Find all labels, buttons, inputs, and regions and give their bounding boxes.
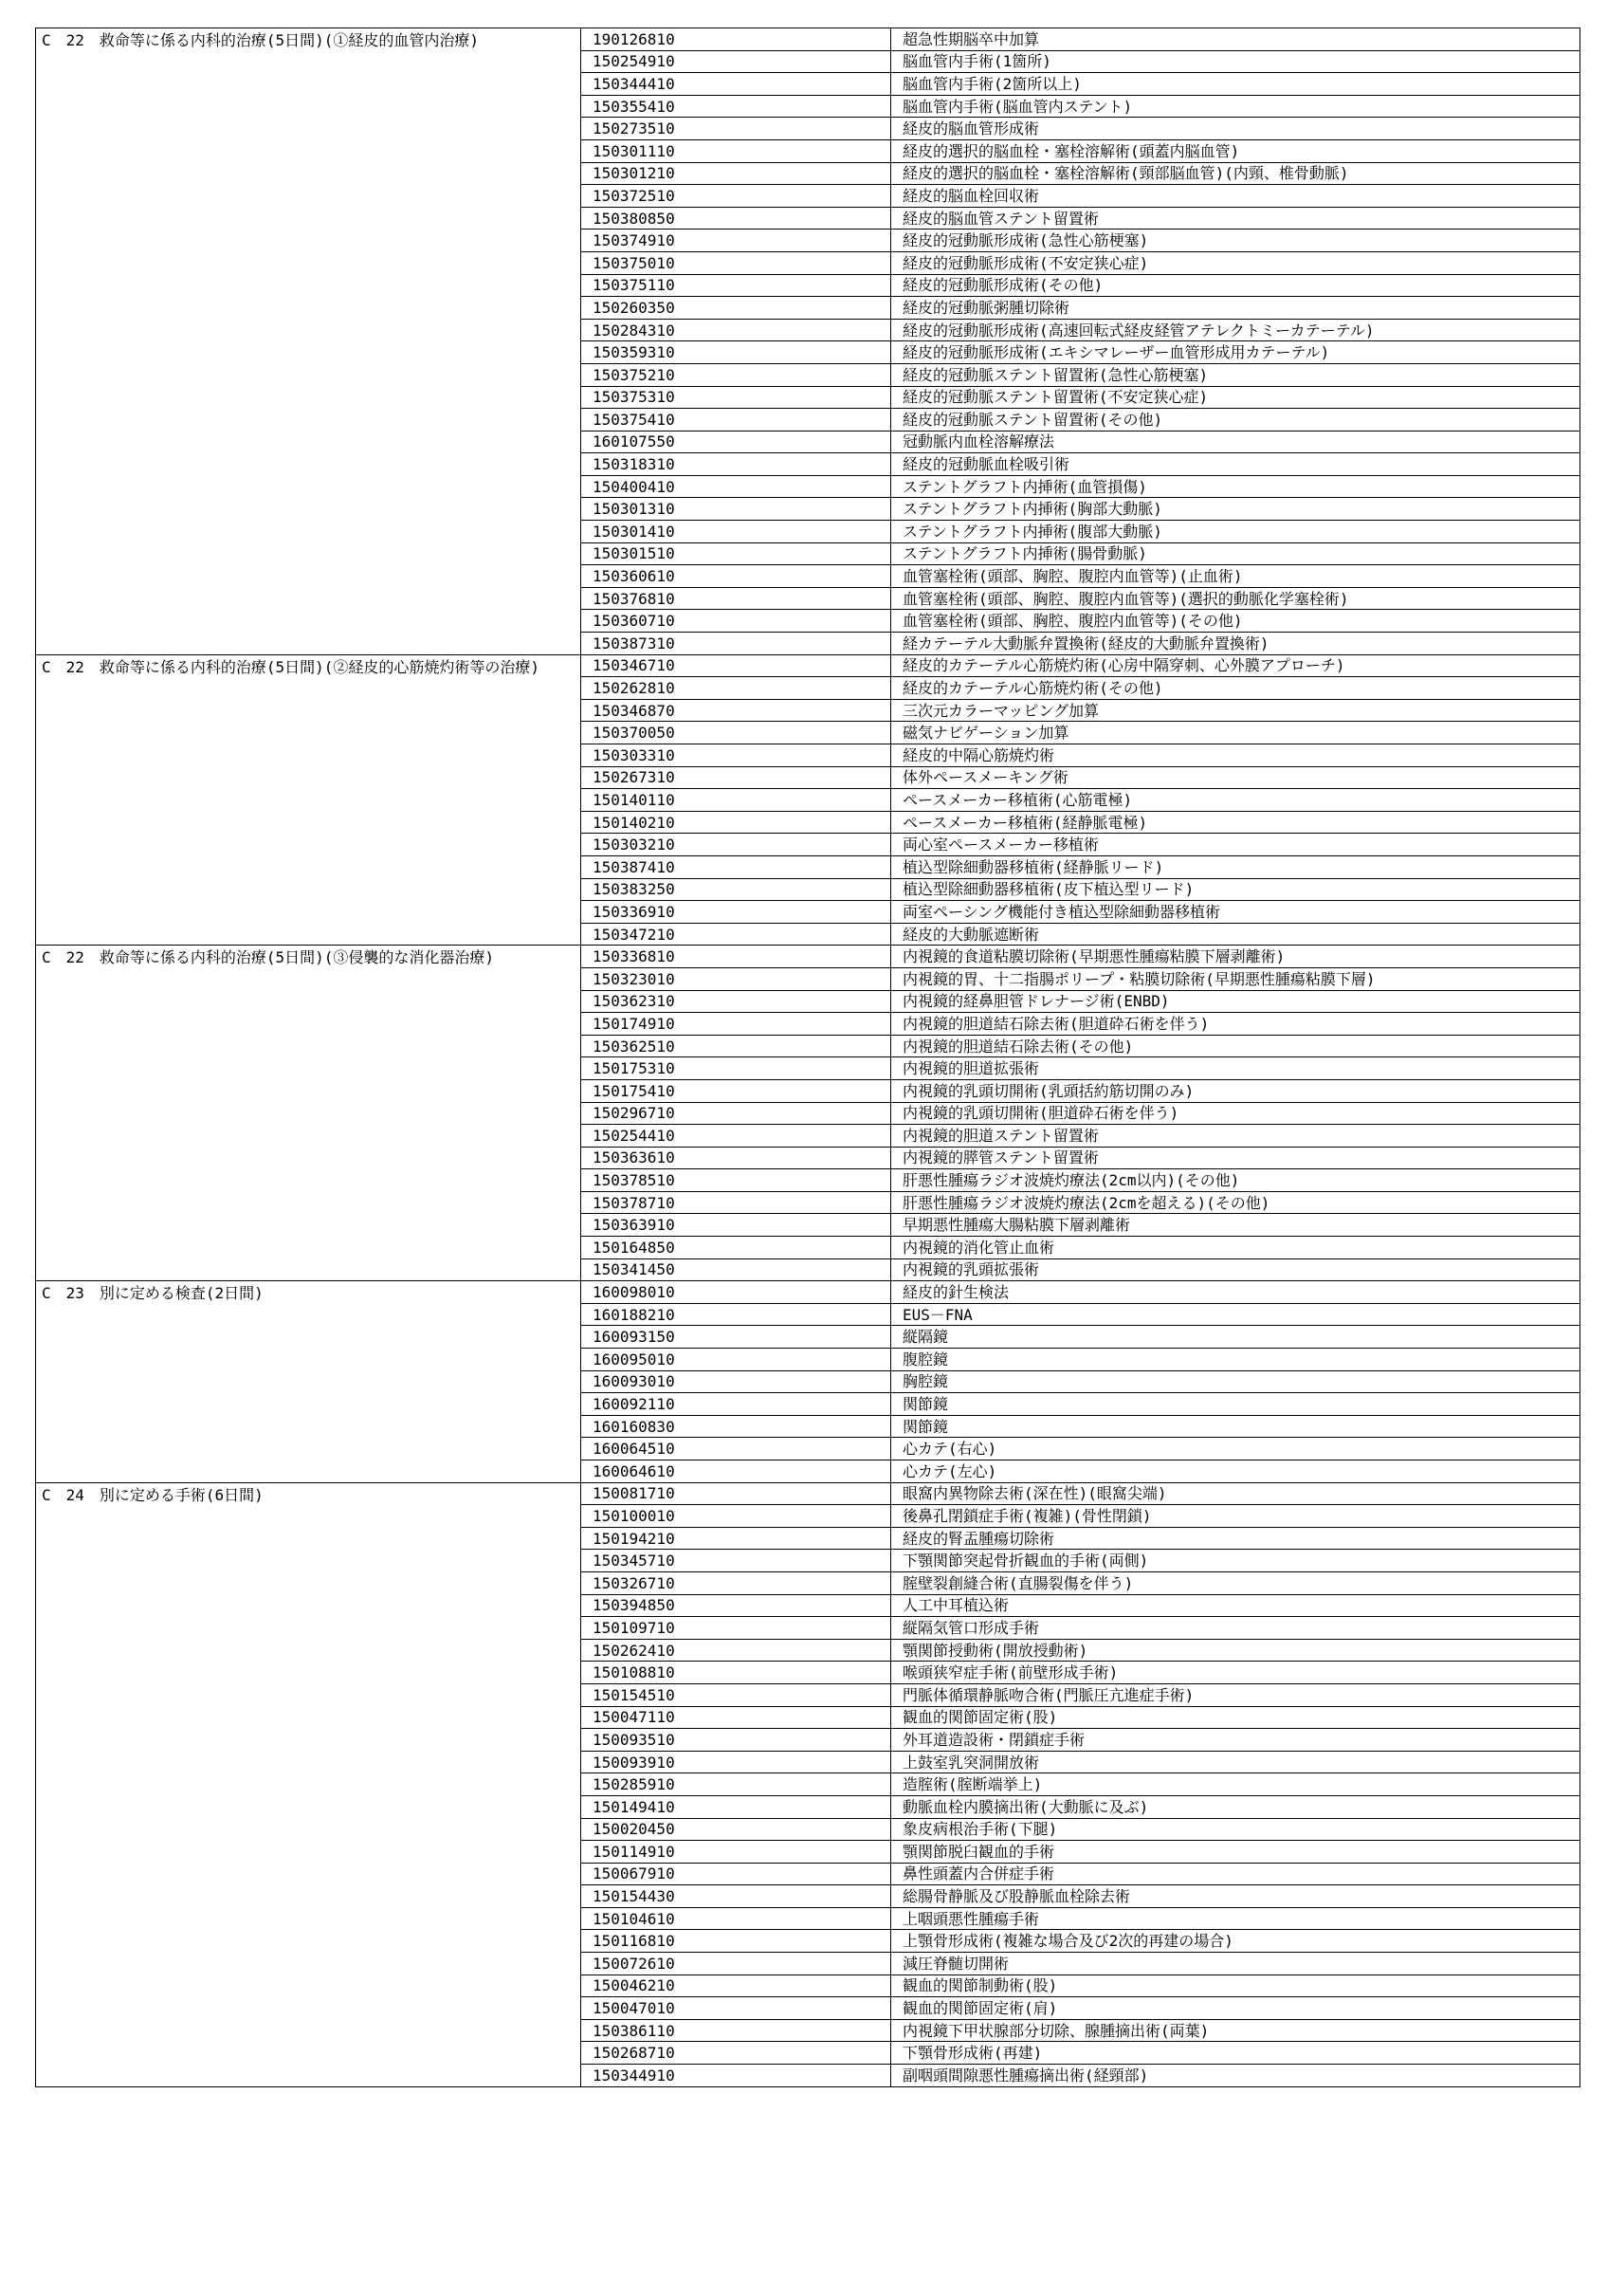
procedure-code-cell: 150104610 (581, 1907, 891, 1930)
procedure-name-cell: ペースメーカー移植術(経静脈電極) (891, 811, 1580, 834)
procedure-name-cell: 内視鏡的乳頭切開術(胆道砕石術を伴う) (891, 1102, 1580, 1125)
procedure-name-cell: 顎関節脱臼観血的手術 (891, 1841, 1580, 1864)
procedure-name-cell: 経皮的針生検法 (891, 1281, 1580, 1304)
procedure-code-table (35, 28, 1580, 2087)
procedure-code-cell: 150303210 (581, 834, 891, 856)
procedure-name-cell: 経カテーテル大動脈弁置換術(経皮的大動脈弁置換術) (891, 633, 1580, 655)
procedure-name-cell: 内視鏡下甲状腺部分切除、腺腫摘出術(両葉) (891, 2019, 1580, 2042)
procedure-name-cell: 象皮病根治手術(下腿) (891, 1818, 1580, 1841)
category-cell: C 22 救命等に係る内科的治療(5日間)(①経皮的血管内治療) (36, 28, 581, 655)
table-row (36, 1281, 1580, 1304)
procedure-name-cell: 上顎骨形成術(複雑な場合及び2次的再建の場合) (891, 1930, 1580, 1953)
procedure-name-cell: 経皮的腎盂腫瘍切除術 (891, 1527, 1580, 1550)
procedure-name-cell: EUS－FNA (891, 1303, 1580, 1326)
procedure-code-cell: 150375410 (581, 409, 891, 432)
procedure-name-cell: 造腟術(腟断端挙上) (891, 1773, 1580, 1796)
procedure-name-cell: 腹腔鏡 (891, 1349, 1580, 1371)
procedure-code-cell: 150114910 (581, 1841, 891, 1864)
procedure-name-cell: 眼窩内異物除去術(深在性)(眼窩尖端) (891, 1482, 1580, 1505)
procedure-name-cell: 動脈血栓内膜摘出術(大動脈に及ぶ) (891, 1795, 1580, 1818)
table-body (36, 28, 1580, 2087)
procedure-name-cell: 内視鏡的膵管ステント留置術 (891, 1147, 1580, 1169)
category-cell: C 22 救命等に係る内科的治療(5日間)(③侵襲的な消化器治療) (36, 946, 581, 1281)
procedure-code-cell: 150047010 (581, 1997, 891, 2020)
category-cell: C 22 救命等に係る内科的治療(5日間)(②経皮的心筋焼灼術等の治療) (36, 654, 581, 946)
procedure-name-cell: 内視鏡的消化管止血術 (891, 1237, 1580, 1259)
procedure-code-cell: 150140110 (581, 789, 891, 812)
procedure-code-cell: 150262410 (581, 1639, 891, 1662)
procedure-name-cell: 経皮的冠動脈血栓吸引術 (891, 453, 1580, 476)
procedure-code-cell: 150346870 (581, 699, 891, 722)
procedure-name-cell: 胸腔鏡 (891, 1370, 1580, 1393)
procedure-name-cell: 経皮的大動脈遮断術 (891, 923, 1580, 946)
table-row (36, 28, 1580, 51)
procedure-name-cell: 関節鏡 (891, 1393, 1580, 1416)
procedure-name-cell: ステントグラフト内挿術(腹部大動脈) (891, 521, 1580, 543)
procedure-name-cell: 腟壁裂創縫合術(直腸裂傷を伴う) (891, 1571, 1580, 1594)
procedure-name-cell: 観血的関節固定術(肩) (891, 1997, 1580, 2020)
procedure-code-cell: 150387410 (581, 855, 891, 878)
procedure-name-cell: 上咽頭悪性腫瘍手術 (891, 1907, 1580, 1930)
procedure-name-cell: 経皮的冠動脈ステント留置術(急性心筋梗塞) (891, 363, 1580, 386)
procedure-name-cell: 内視鏡的乳頭切開術(乳頭括約筋切開のみ) (891, 1079, 1580, 1102)
procedure-code-cell: 150301410 (581, 521, 891, 543)
procedure-name-cell: 外耳道造設術・閉鎖症手術 (891, 1729, 1580, 1752)
procedure-code-cell: 160064510 (581, 1438, 891, 1460)
procedure-code-cell: 150375210 (581, 363, 891, 386)
procedure-name-cell: 減圧脊髄切開術 (891, 1953, 1580, 1975)
procedure-name-cell: 三次元カラーマッピング加算 (891, 699, 1580, 722)
procedure-code-cell: 150363610 (581, 1147, 891, 1169)
procedure-name-cell: 両室ペーシング機能付き植込型除細動器移植術 (891, 901, 1580, 924)
procedure-name-cell: 経皮的冠動脈ステント留置術(不安定狭心症) (891, 386, 1580, 409)
procedure-name-cell: 観血的関節制動術(股) (891, 1975, 1580, 1997)
procedure-name-cell: 内視鏡的胆道結石除去術(胆道砕石術を伴う) (891, 1013, 1580, 1036)
procedure-code-cell: 150344910 (581, 2065, 891, 2087)
procedure-code-cell: 150268710 (581, 2042, 891, 2065)
procedure-name-cell: 内視鏡的胆道結石除去術(その他) (891, 1035, 1580, 1057)
procedure-code-cell: 150380850 (581, 207, 891, 230)
procedure-code-cell: 150378710 (581, 1191, 891, 1214)
procedure-name-cell: 経皮的冠動脈形成術(高速回転式経皮経管アテレクトミーカテーテル) (891, 319, 1580, 341)
procedure-code-cell: 150020450 (581, 1818, 891, 1841)
procedure-code-cell: 150323010 (581, 967, 891, 990)
procedure-code-cell: 150194210 (581, 1527, 891, 1550)
procedure-code-cell: 150081710 (581, 1482, 891, 1505)
procedure-code-cell: 150386110 (581, 2019, 891, 2042)
procedure-code-cell: 150296710 (581, 1102, 891, 1125)
procedure-code-cell: 150347210 (581, 923, 891, 946)
procedure-code-cell: 150108810 (581, 1662, 891, 1684)
procedure-code-cell: 150359310 (581, 341, 891, 364)
procedure-code-cell: 160160830 (581, 1415, 891, 1438)
procedure-code-cell: 150375310 (581, 386, 891, 409)
procedure-code-cell: 150301510 (581, 542, 891, 565)
procedure-name-cell: 経皮的冠動脈ステント留置術(その他) (891, 409, 1580, 432)
procedure-code-cell: 150267310 (581, 766, 891, 789)
procedure-code-cell: 150375010 (581, 251, 891, 274)
procedure-code-cell: 160107550 (581, 431, 891, 453)
procedure-name-cell: 体外ペースメーキング術 (891, 766, 1580, 789)
procedure-name-cell: 心カテ(右心) (891, 1438, 1580, 1460)
procedure-name-cell: 植込型除細動器移植術(皮下植込型リード) (891, 878, 1580, 901)
procedure-code-cell: 150360610 (581, 565, 891, 588)
procedure-code-cell: 150355410 (581, 95, 891, 118)
procedure-code-cell: 160098010 (581, 1281, 891, 1304)
procedure-name-cell: 心カテ(左心) (891, 1460, 1580, 1483)
procedure-code-cell: 150372510 (581, 185, 891, 208)
procedure-code-cell: 160092110 (581, 1393, 891, 1416)
procedure-code-cell: 150301110 (581, 139, 891, 162)
procedure-code-cell: 150067910 (581, 1863, 891, 1885)
procedure-name-cell: 脳血管内手術(2箇所以上) (891, 73, 1580, 96)
procedure-name-cell: 下顎関節突起骨折観血的手術(両側) (891, 1550, 1580, 1572)
procedure-name-cell: 経皮的選択的脳血栓・塞栓溶解術(頸部脳血管)(内頸、椎骨動脈) (891, 162, 1580, 185)
procedure-code-cell: 150047110 (581, 1706, 891, 1729)
procedure-code-cell: 150370050 (581, 722, 891, 744)
procedure-name-cell: 関節鏡 (891, 1415, 1580, 1438)
procedure-code-cell: 150318310 (581, 453, 891, 476)
procedure-name-cell: 経皮的脳血管ステント留置術 (891, 207, 1580, 230)
procedure-code-cell: 150378510 (581, 1169, 891, 1192)
procedure-code-cell: 150326710 (581, 1571, 891, 1594)
procedure-name-cell: 上鼓室乳突洞開放術 (891, 1751, 1580, 1773)
procedure-name-cell: 経皮的脳血管形成術 (891, 118, 1580, 140)
procedure-name-cell: 内視鏡的胃、十二指腸ポリープ・粘膜切除術(早期悪性腫瘍粘膜下層) (891, 967, 1580, 990)
procedure-name-cell: 門脈体循環静脈吻合術(門脈圧亢進症手術) (891, 1683, 1580, 1706)
procedure-name-cell: 血管塞栓術(頭部、胸腔、腹腔内血管等)(選択的動脈化学塞栓術) (891, 587, 1580, 610)
procedure-name-cell: 経皮的カテーテル心筋焼灼術(心房中隔穿刺、心外膜アプローチ) (891, 654, 1580, 677)
procedure-name-cell: 冠動脈内血栓溶解療法 (891, 431, 1580, 453)
procedure-name-cell: 肝悪性腫瘍ラジオ波焼灼療法(2cmを超える)(その他) (891, 1191, 1580, 1214)
procedure-code-cell: 150174910 (581, 1013, 891, 1036)
procedure-name-cell: 顎関節授動術(開放授動術) (891, 1639, 1580, 1662)
procedure-code-table-sheet (35, 28, 1580, 2087)
procedure-name-cell: 内視鏡的食道粘膜切除術(早期悪性腫瘍粘膜下層剥離術) (891, 946, 1580, 968)
procedure-code-cell: 150363910 (581, 1214, 891, 1237)
procedure-name-cell: 肝悪性腫瘍ラジオ波焼灼療法(2cm以内)(その他) (891, 1169, 1580, 1192)
procedure-name-cell: 内視鏡的胆道拡張術 (891, 1057, 1580, 1080)
procedure-code-cell: 150109710 (581, 1617, 891, 1640)
procedure-name-cell: 鼻性頭蓋内合併症手術 (891, 1863, 1580, 1885)
procedure-name-cell: 経皮的冠動脈形成術(不安定狭心症) (891, 251, 1580, 274)
procedure-name-cell: 人工中耳植込術 (891, 1594, 1580, 1617)
procedure-code-cell: 160093150 (581, 1326, 891, 1349)
procedure-name-cell: 植込型除細動器移植術(経静脈リード) (891, 855, 1580, 878)
procedure-code-cell: 150400410 (581, 475, 891, 498)
procedure-name-cell: 超急性期脳卒中加算 (891, 28, 1580, 51)
procedure-name-cell: ステントグラフト内挿術(腸骨動脈) (891, 542, 1580, 565)
procedure-code-cell: 150285910 (581, 1773, 891, 1796)
procedure-code-cell: 150362510 (581, 1035, 891, 1057)
procedure-name-cell: 経皮的冠動脈形成術(急性心筋梗塞) (891, 230, 1580, 252)
procedure-code-cell: 150154510 (581, 1683, 891, 1706)
procedure-name-cell: 総腸骨静脈及び股静脈血栓除去術 (891, 1885, 1580, 1908)
procedure-code-cell: 150362310 (581, 990, 891, 1013)
procedure-name-cell: 脳血管内手術(1箇所) (891, 50, 1580, 73)
procedure-code-cell: 150046210 (581, 1975, 891, 1997)
procedure-name-cell: 経皮的冠動脈粥腫切除術 (891, 297, 1580, 320)
procedure-code-cell: 160095010 (581, 1349, 891, 1371)
procedure-name-cell: 経皮的カテーテル心筋焼灼術(その他) (891, 677, 1580, 700)
procedure-name-cell: 血管塞栓術(頭部、胸腔、腹腔内血管等)(止血術) (891, 565, 1580, 588)
procedure-code-cell: 160064610 (581, 1460, 891, 1483)
procedure-code-cell: 150093910 (581, 1751, 891, 1773)
procedure-name-cell: 内視鏡的経鼻胆管ドレナージ術(ENBD) (891, 990, 1580, 1013)
procedure-name-cell: 経皮的脳血栓回収術 (891, 185, 1580, 208)
procedure-name-cell: 経皮的中隔心筋焼灼術 (891, 744, 1580, 767)
procedure-code-cell: 150376810 (581, 587, 891, 610)
procedure-code-cell: 150175310 (581, 1057, 891, 1080)
procedure-code-cell: 150154430 (581, 1885, 891, 1908)
procedure-code-cell: 150301310 (581, 498, 891, 521)
procedure-name-cell: 内視鏡的乳頭拡張術 (891, 1258, 1580, 1281)
procedure-name-cell: 磁気ナビゲーション加算 (891, 722, 1580, 744)
procedure-name-cell: ステントグラフト内挿術(血管損傷) (891, 475, 1580, 498)
procedure-name-cell: 早期悪性腫瘍大腸粘膜下層剥離術 (891, 1214, 1580, 1237)
procedure-code-cell: 150093510 (581, 1729, 891, 1752)
procedure-code-cell: 150116810 (581, 1930, 891, 1953)
procedure-code-cell: 150303310 (581, 744, 891, 767)
procedure-name-cell: 内視鏡的胆道ステント留置術 (891, 1125, 1580, 1148)
procedure-name-cell: 経皮的選択的脳血栓・塞栓溶解術(頭蓋内脳血管) (891, 139, 1580, 162)
procedure-code-cell: 150175410 (581, 1079, 891, 1102)
procedure-code-cell: 150344410 (581, 73, 891, 96)
procedure-name-cell: 下顎骨形成術(再建) (891, 2042, 1580, 2065)
procedure-code-cell: 150345710 (581, 1550, 891, 1572)
procedure-name-cell: 後鼻孔閉鎖症手術(複雑)(骨性閉鎖) (891, 1505, 1580, 1528)
procedure-name-cell: ペースメーカー移植術(心筋電極) (891, 789, 1580, 812)
category-cell: C 23 別に定める検査(2日間) (36, 1281, 581, 1482)
procedure-code-cell: 150375110 (581, 274, 891, 297)
procedure-code-cell: 150140210 (581, 811, 891, 834)
table-row (36, 1482, 1580, 1505)
procedure-name-cell: 縦隔鏡 (891, 1326, 1580, 1349)
procedure-code-cell: 150341450 (581, 1258, 891, 1281)
procedure-code-cell: 150284310 (581, 319, 891, 341)
procedure-code-cell: 150387310 (581, 633, 891, 655)
procedure-code-cell: 150273510 (581, 118, 891, 140)
table-row (36, 946, 1580, 968)
procedure-name-cell: 観血的関節固定術(股) (891, 1706, 1580, 1729)
procedure-code-cell: 150374910 (581, 230, 891, 252)
procedure-name-cell: ステントグラフト内挿術(胸部大動脈) (891, 498, 1580, 521)
procedure-code-cell: 190126810 (581, 28, 891, 51)
procedure-name-cell: 喉頭狭窄症手術(前壁形成手術) (891, 1662, 1580, 1684)
procedure-code-cell: 150149410 (581, 1795, 891, 1818)
procedure-code-cell: 150336810 (581, 946, 891, 968)
procedure-code-cell: 150260350 (581, 297, 891, 320)
procedure-code-cell: 150254410 (581, 1125, 891, 1148)
procedure-code-cell: 150254910 (581, 50, 891, 73)
procedure-code-cell: 150394850 (581, 1594, 891, 1617)
procedure-name-cell: 血管塞栓術(頭部、胸腔、腹腔内血管等)(その他) (891, 610, 1580, 633)
procedure-name-cell: 脳血管内手術(脳血管内ステント) (891, 95, 1580, 118)
procedure-code-cell: 150346710 (581, 654, 891, 677)
procedure-code-cell: 150164850 (581, 1237, 891, 1259)
procedure-code-cell: 150301210 (581, 162, 891, 185)
procedure-code-cell: 150383250 (581, 878, 891, 901)
category-cell: C 24 別に定める手術(6日間) (36, 1482, 581, 2086)
procedure-name-cell: 経皮的冠動脈形成術(その他) (891, 274, 1580, 297)
procedure-name-cell: 縦隔気管口形成手術 (891, 1617, 1580, 1640)
procedure-code-cell: 150336910 (581, 901, 891, 924)
procedure-code-cell: 150262810 (581, 677, 891, 700)
procedure-code-cell: 150072610 (581, 1953, 891, 1975)
procedure-name-cell: 副咽頭間隙悪性腫瘍摘出術(経頸部) (891, 2065, 1580, 2087)
procedure-name-cell: 経皮的冠動脈形成術(エキシマレーザー血管形成用カテーテル) (891, 341, 1580, 364)
table-row (36, 654, 1580, 677)
procedure-code-cell: 150360710 (581, 610, 891, 633)
procedure-name-cell: 両心室ペースメーカー移植術 (891, 834, 1580, 856)
procedure-code-cell: 160093010 (581, 1370, 891, 1393)
procedure-code-cell: 160188210 (581, 1303, 891, 1326)
procedure-code-cell: 150100010 (581, 1505, 891, 1528)
